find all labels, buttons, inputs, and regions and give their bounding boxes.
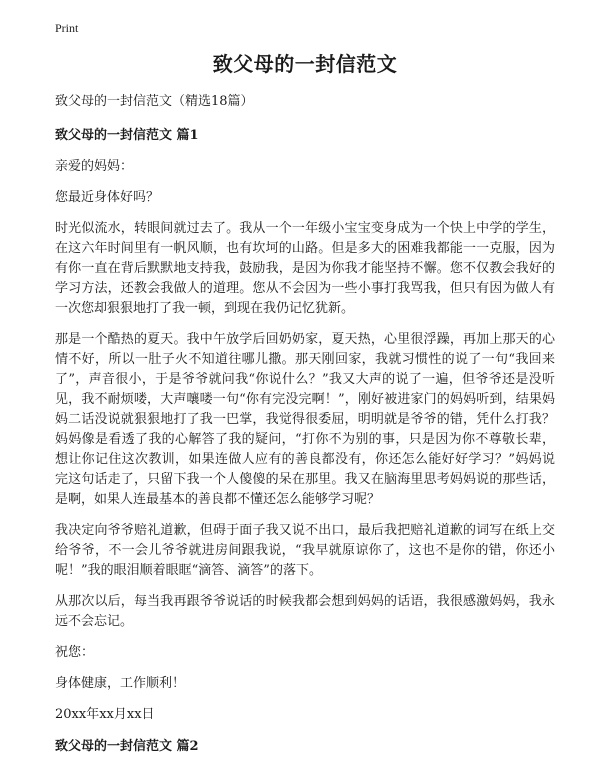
closing-wish: 祝您：	[55, 645, 95, 660]
letter-date: 20xx年xx月xx日	[55, 707, 155, 722]
section-title-1: 致父母的一封信范文 篇1	[55, 128, 199, 143]
document	[55, 50, 555, 757]
greeting-line: 您最近身体好吗？	[55, 190, 160, 205]
document-title: 致父母的一封信范文	[212, 52, 398, 76]
print-link[interactable]: Print	[55, 21, 79, 35]
body-paragraph: 时光似流水，转眼间就过去了。我从一个一年级小宝宝变身成为一个快上中学的学生，在这六年时间里有一帆风顺，也有坎坷的山路。但是多大的困难我都能一一克服，因为有你一直在背后默默地支持我，鼓励我，是因为你我才能坚持不懈。您不仅教会我好的学习方法，还教会我做人的道理。您从不会因为一些小事打我骂我，但只有因为做人有一次您却狠狠地打了我一顿，到现在我仍记忆犹新。	[55, 221, 555, 316]
document-subtitle: 致父母的一封信范文（精选18篇）	[55, 94, 254, 109]
salutation: 亲爱的妈妈：	[55, 159, 134, 174]
body-paragraph: 我决定向爷爷赔礼道歉，但碍于面子我又说不出口，最后我把赔礼道歉的词写在纸上交给爷爷，不一会儿爷爷就进房间跟我说，“我早就原谅你了，这也不是你的错，你还小呢！”我的眼泪顺着眼眶“滴答、滴答”的落下。	[55, 523, 555, 578]
section-title-2: 致父母的一封信范文 篇2	[55, 739, 199, 754]
body-paragraph: 从那次以后，每当我再跟爷爷说话的时候我都会想到妈妈的话语，我很感激妈妈，我永远不会忘记。	[55, 594, 555, 629]
body-paragraph: 那是一个酷热的夏天。我中午放学后回奶奶家，夏天热，心里很浮躁，再加上那天的心情不好，所以一肚子火不知道往哪儿撒。那天刚回家，我就习惯性的说了一句“我回来了”，声音很小，于是爷爷就问我“你说什么？”我又大声的说了一遍，但爷爷还是没听见，我不耐烦喽，大声嚷喽一句“你有完没完啊！”，刚好被进家门的妈妈听到，结果妈妈二话没说就狠狠地打了我一巴掌，我觉得很委屈，明明就是爷爷的错，凭什么打我？妈妈像是看透了我的心解答了我的疑问，“打你不为别的事，只是因为你不尊敬长辈，想让你记住这次教训，如果连做人应有的善良都没有，你还怎么能好好学习？”妈妈说完这句话走了，只留下我一个人傻傻的呆在那里。我又在脑海里思考妈妈说的那些话，是啊，如果人连最基本的善良都不懂还怎么能够学习呢？	[55, 332, 555, 507]
closing-blessing: 身体健康，工作顺利！	[55, 676, 186, 691]
